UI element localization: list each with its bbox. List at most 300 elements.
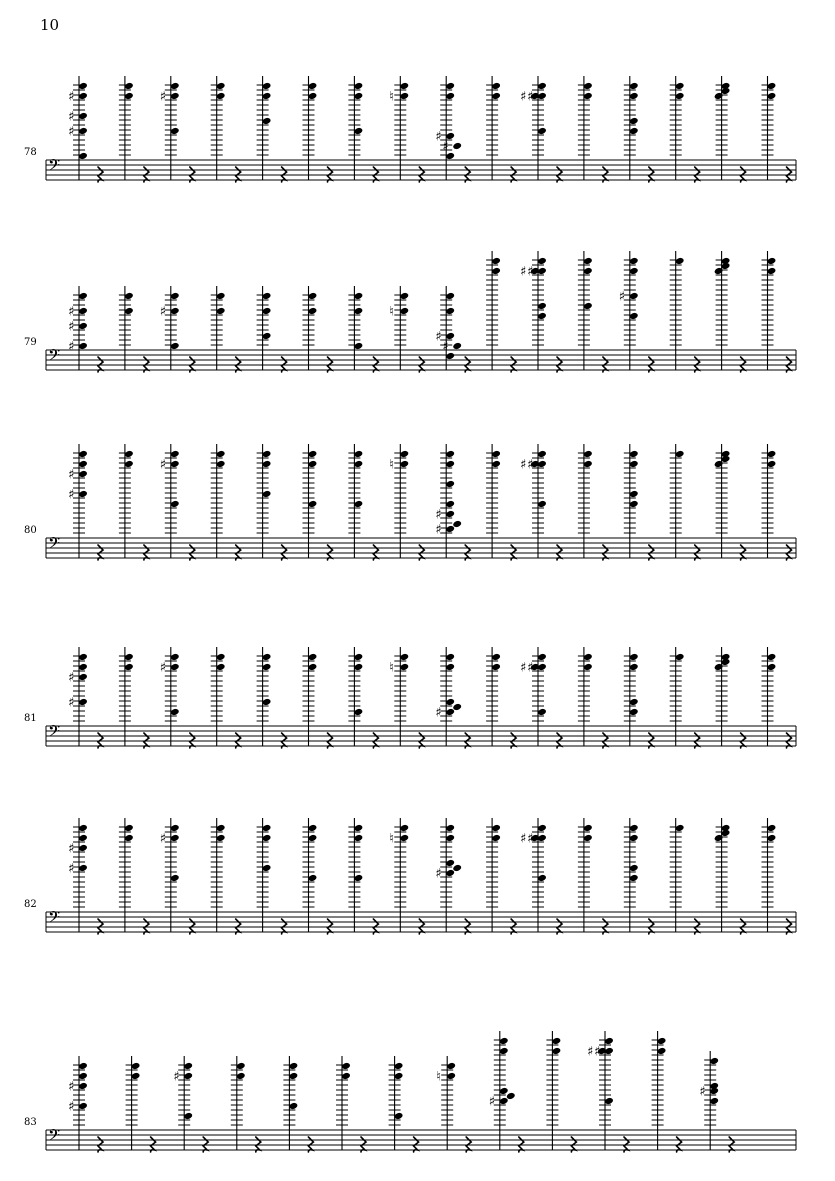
notehead bbox=[583, 663, 593, 671]
notehead bbox=[583, 92, 593, 100]
natural-accidental: ♮ bbox=[436, 1069, 441, 1085]
notehead bbox=[491, 834, 501, 842]
notehead bbox=[767, 267, 777, 275]
notehead bbox=[583, 82, 593, 90]
natural-accidental: ♮ bbox=[389, 660, 394, 676]
quarter-rest bbox=[603, 919, 608, 934]
notehead bbox=[78, 663, 88, 671]
quarter-rest bbox=[373, 357, 378, 372]
quarter-rest bbox=[557, 919, 562, 934]
notehead bbox=[183, 1062, 193, 1070]
sharp-accidental: ♯ bbox=[594, 1044, 601, 1060]
notehead bbox=[170, 342, 180, 350]
notehead bbox=[506, 1092, 516, 1100]
measure-number: 79 bbox=[24, 337, 37, 348]
notehead bbox=[537, 824, 547, 832]
quarter-rest bbox=[649, 733, 654, 748]
notehead bbox=[262, 663, 272, 671]
notehead bbox=[445, 663, 455, 671]
quarter-rest bbox=[308, 1137, 313, 1152]
notehead bbox=[446, 1072, 456, 1080]
quarter-rest bbox=[649, 167, 654, 182]
quarter-rest bbox=[419, 545, 424, 560]
quarter-rest bbox=[414, 1137, 419, 1152]
quarter-rest bbox=[190, 167, 195, 182]
notehead bbox=[308, 82, 318, 90]
quarter-rest bbox=[98, 919, 103, 934]
quarter-rest bbox=[695, 167, 700, 182]
notehead bbox=[604, 1097, 614, 1105]
notehead bbox=[499, 1097, 509, 1105]
notehead bbox=[452, 864, 462, 872]
notehead bbox=[354, 292, 364, 300]
notehead bbox=[170, 874, 180, 882]
notehead bbox=[131, 1062, 141, 1070]
notehead bbox=[537, 834, 547, 842]
quarter-rest bbox=[465, 357, 470, 372]
quarter-rest bbox=[373, 919, 378, 934]
notehead bbox=[445, 859, 455, 867]
notehead bbox=[170, 127, 180, 135]
quarter-rest bbox=[98, 733, 103, 748]
quarter-rest bbox=[282, 919, 287, 934]
notehead bbox=[341, 1062, 351, 1070]
quarter-rest bbox=[695, 357, 700, 372]
quarter-rest bbox=[282, 733, 287, 748]
quarter-rest bbox=[519, 1137, 524, 1152]
notehead bbox=[354, 500, 364, 508]
bass-clef: 𝄢 bbox=[48, 534, 61, 557]
quarter-rest bbox=[649, 919, 654, 934]
bass-clef: 𝄢 bbox=[48, 908, 61, 931]
sharp-accidental: ♯ bbox=[527, 457, 534, 473]
natural-accidental: ♮ bbox=[389, 304, 394, 320]
sharp-accidental: ♯ bbox=[68, 319, 75, 335]
notehead bbox=[399, 92, 409, 100]
notehead bbox=[537, 874, 547, 882]
sharp-accidental: ♯ bbox=[68, 304, 75, 320]
notehead bbox=[491, 460, 501, 468]
quarter-rest bbox=[649, 545, 654, 560]
notehead bbox=[170, 663, 180, 671]
notehead bbox=[170, 653, 180, 661]
notehead bbox=[170, 92, 180, 100]
quarter-rest bbox=[511, 357, 516, 372]
notehead bbox=[262, 824, 272, 832]
notehead bbox=[394, 1072, 404, 1080]
notehead bbox=[354, 663, 364, 671]
quarter-rest bbox=[787, 733, 792, 748]
notehead bbox=[583, 824, 593, 832]
quarter-rest bbox=[190, 357, 195, 372]
quarter-rest bbox=[787, 357, 792, 372]
measure-number: 82 bbox=[24, 899, 37, 910]
notehead bbox=[354, 342, 364, 350]
notehead bbox=[170, 292, 180, 300]
notehead bbox=[78, 824, 88, 832]
notehead bbox=[216, 82, 226, 90]
notehead bbox=[354, 653, 364, 661]
sharp-accidental: ♯ bbox=[68, 89, 75, 105]
notehead bbox=[78, 82, 88, 90]
notehead bbox=[629, 490, 639, 498]
sharp-accidental: ♯ bbox=[159, 831, 167, 847]
quarter-rest bbox=[465, 545, 470, 560]
notehead bbox=[452, 142, 462, 150]
notehead bbox=[399, 653, 409, 661]
notehead bbox=[262, 117, 272, 125]
sharp-accidental: ♯ bbox=[442, 339, 449, 355]
sharp-accidental: ♯ bbox=[68, 861, 75, 877]
notehead bbox=[78, 653, 88, 661]
quarter-rest bbox=[328, 733, 333, 748]
sharp-accidental: ♯ bbox=[435, 866, 442, 882]
notehead bbox=[629, 874, 639, 882]
notehead bbox=[131, 1072, 141, 1080]
quarter-rest bbox=[741, 357, 746, 372]
notehead bbox=[399, 460, 409, 468]
sharp-accidental: ♯ bbox=[520, 660, 527, 676]
quarter-rest bbox=[282, 167, 287, 182]
notehead bbox=[445, 708, 455, 716]
quarter-rest bbox=[741, 167, 746, 182]
quarter-rest bbox=[557, 357, 562, 372]
notehead bbox=[78, 307, 88, 315]
notehead bbox=[216, 460, 226, 468]
notehead bbox=[399, 824, 409, 832]
notehead bbox=[452, 520, 462, 528]
sharp-accidental: ♯ bbox=[68, 670, 75, 686]
notehead bbox=[399, 834, 409, 842]
notehead bbox=[629, 127, 639, 135]
notehead bbox=[445, 480, 455, 488]
measure-number: 81 bbox=[24, 713, 37, 724]
quarter-rest bbox=[236, 733, 241, 748]
notehead bbox=[445, 292, 455, 300]
notehead bbox=[629, 460, 639, 468]
quarter-rest bbox=[741, 919, 746, 934]
notehead bbox=[308, 92, 318, 100]
notehead bbox=[445, 510, 455, 518]
notehead bbox=[537, 450, 547, 458]
system bbox=[46, 647, 796, 748]
notehead bbox=[767, 257, 777, 265]
natural-accidental: ♮ bbox=[389, 831, 394, 847]
notehead bbox=[170, 82, 180, 90]
notehead bbox=[629, 92, 639, 100]
notehead bbox=[629, 500, 639, 508]
measure-number: 80 bbox=[24, 525, 37, 536]
sharp-accidental: ♯ bbox=[435, 329, 442, 345]
quarter-rest bbox=[741, 545, 746, 560]
notehead bbox=[124, 92, 134, 100]
notehead bbox=[629, 292, 639, 300]
measure-number: 78 bbox=[24, 147, 37, 158]
notehead bbox=[499, 1037, 509, 1045]
notehead bbox=[78, 844, 88, 852]
notehead bbox=[354, 460, 364, 468]
quarter-rest bbox=[787, 545, 792, 560]
quarter-rest bbox=[236, 919, 241, 934]
quarter-rest bbox=[328, 167, 333, 182]
notehead bbox=[183, 1112, 193, 1120]
notehead bbox=[78, 470, 88, 478]
notehead bbox=[78, 1072, 88, 1080]
notehead bbox=[170, 460, 180, 468]
notehead bbox=[308, 460, 318, 468]
notehead bbox=[308, 663, 318, 671]
notehead bbox=[308, 824, 318, 832]
quarter-rest bbox=[144, 545, 149, 560]
quarter-rest bbox=[741, 733, 746, 748]
quarter-rest bbox=[256, 1137, 261, 1152]
sharp-accidental: ♯ bbox=[520, 89, 527, 105]
quarter-rest bbox=[571, 1137, 576, 1152]
notehead bbox=[78, 322, 88, 330]
notehead bbox=[537, 92, 547, 100]
notehead bbox=[78, 152, 88, 160]
quarter-rest bbox=[236, 357, 241, 372]
system bbox=[46, 444, 796, 560]
notehead bbox=[629, 663, 639, 671]
quarter-rest bbox=[151, 1137, 156, 1152]
notehead bbox=[78, 450, 88, 458]
quarter-rest bbox=[557, 545, 562, 560]
quarter-rest bbox=[98, 167, 103, 182]
sharp-accidental: ♯ bbox=[520, 264, 527, 280]
notehead bbox=[767, 834, 777, 842]
notehead bbox=[537, 127, 547, 135]
notehead bbox=[216, 292, 226, 300]
system bbox=[46, 76, 796, 182]
natural-accidental: ♮ bbox=[389, 89, 394, 105]
quarter-rest bbox=[419, 919, 424, 934]
notehead bbox=[394, 1112, 404, 1120]
notehead bbox=[767, 92, 777, 100]
quarter-rest bbox=[190, 545, 195, 560]
quarter-rest bbox=[603, 545, 608, 560]
notehead bbox=[537, 653, 547, 661]
notehead bbox=[183, 1072, 193, 1080]
bass-clef: 𝄢 bbox=[48, 156, 61, 179]
notehead bbox=[767, 82, 777, 90]
notehead bbox=[657, 1037, 667, 1045]
system bbox=[46, 818, 796, 934]
quarter-rest bbox=[466, 1137, 471, 1152]
notehead bbox=[170, 834, 180, 842]
sharp-accidental: ♯ bbox=[435, 129, 442, 145]
notehead bbox=[537, 302, 547, 310]
notehead bbox=[552, 1037, 562, 1045]
sharp-accidental: ♯ bbox=[159, 304, 167, 320]
notehead bbox=[657, 1047, 667, 1055]
notehead bbox=[675, 82, 685, 90]
notehead bbox=[629, 708, 639, 716]
notehead bbox=[445, 698, 455, 706]
notehead bbox=[170, 708, 180, 716]
notehead bbox=[78, 127, 88, 135]
sharp-accidental: ♯ bbox=[68, 487, 75, 503]
notehead bbox=[399, 82, 409, 90]
quarter-rest bbox=[144, 357, 149, 372]
notehead bbox=[583, 267, 593, 275]
quarter-rest bbox=[603, 167, 608, 182]
notehead bbox=[604, 1047, 614, 1055]
sharp-accidental: ♯ bbox=[68, 467, 75, 483]
notehead bbox=[767, 450, 777, 458]
sharp-accidental: ♯ bbox=[527, 660, 534, 676]
quarter-rest bbox=[190, 733, 195, 748]
quarter-rest bbox=[282, 357, 287, 372]
notehead bbox=[78, 864, 88, 872]
notehead bbox=[308, 653, 318, 661]
notehead bbox=[262, 307, 272, 315]
notehead bbox=[629, 82, 639, 90]
sharp-accidental: ♯ bbox=[68, 1099, 75, 1115]
sharp-accidental: ♯ bbox=[68, 1079, 75, 1095]
notehead bbox=[445, 82, 455, 90]
notehead bbox=[537, 257, 547, 265]
notehead bbox=[262, 460, 272, 468]
notehead bbox=[236, 1072, 246, 1080]
notehead bbox=[354, 708, 364, 716]
quarter-rest bbox=[144, 733, 149, 748]
sharp-accidental: ♯ bbox=[68, 695, 75, 711]
quarter-rest bbox=[603, 357, 608, 372]
notehead bbox=[354, 82, 364, 90]
notehead bbox=[262, 82, 272, 90]
notehead bbox=[537, 663, 547, 671]
notehead bbox=[262, 490, 272, 498]
quarter-rest bbox=[677, 1137, 682, 1152]
notehead bbox=[499, 1087, 509, 1095]
system bbox=[46, 251, 796, 372]
notehead bbox=[629, 824, 639, 832]
notehead bbox=[767, 824, 777, 832]
notehead bbox=[445, 525, 455, 533]
quarter-rest bbox=[328, 545, 333, 560]
quarter-rest bbox=[98, 545, 103, 560]
quarter-rest bbox=[695, 733, 700, 748]
quarter-rest bbox=[511, 733, 516, 748]
notehead bbox=[124, 834, 134, 842]
notehead bbox=[583, 653, 593, 661]
notehead bbox=[629, 864, 639, 872]
sharp-accidental: ♯ bbox=[68, 109, 75, 125]
quarter-rest bbox=[236, 545, 241, 560]
notehead bbox=[629, 257, 639, 265]
notehead bbox=[124, 82, 134, 90]
notehead bbox=[262, 92, 272, 100]
quarter-rest bbox=[624, 1137, 629, 1152]
quarter-rest bbox=[465, 919, 470, 934]
notehead bbox=[216, 663, 226, 671]
notehead bbox=[446, 1062, 456, 1070]
notehead bbox=[170, 500, 180, 508]
measure-number: 83 bbox=[24, 1117, 37, 1128]
notehead bbox=[552, 1047, 562, 1055]
notehead bbox=[499, 1047, 509, 1055]
notehead bbox=[262, 292, 272, 300]
notehead bbox=[354, 450, 364, 458]
quarter-rest bbox=[203, 1137, 208, 1152]
sharp-accidental: ♯ bbox=[618, 289, 626, 305]
quarter-rest bbox=[419, 357, 424, 372]
quarter-rest bbox=[144, 919, 149, 934]
notehead bbox=[78, 834, 88, 842]
quarter-rest bbox=[98, 1137, 103, 1152]
quarter-rest bbox=[236, 167, 241, 182]
notehead bbox=[399, 450, 409, 458]
sharp-accidental: ♯ bbox=[520, 457, 527, 473]
sharp-accidental: ♯ bbox=[68, 841, 75, 857]
notehead bbox=[216, 92, 226, 100]
notehead bbox=[78, 1062, 88, 1070]
quarter-rest bbox=[695, 919, 700, 934]
notehead bbox=[675, 92, 685, 100]
notehead bbox=[262, 653, 272, 661]
notehead bbox=[445, 500, 455, 508]
notehead bbox=[629, 698, 639, 706]
notehead bbox=[491, 82, 501, 90]
sharp-accidental: ♯ bbox=[442, 139, 449, 155]
notehead bbox=[308, 450, 318, 458]
notehead bbox=[629, 653, 639, 661]
notehead bbox=[629, 312, 639, 320]
notehead bbox=[537, 312, 547, 320]
notehead bbox=[354, 824, 364, 832]
sharp-accidental: ♯ bbox=[587, 1044, 594, 1060]
notehead bbox=[583, 302, 593, 310]
notehead bbox=[491, 92, 501, 100]
bass-clef: 𝄢 bbox=[48, 722, 61, 745]
sharp-accidental: ♯ bbox=[68, 339, 75, 355]
quarter-rest bbox=[511, 167, 516, 182]
notehead bbox=[675, 257, 685, 265]
notehead bbox=[604, 1037, 614, 1045]
quarter-rest bbox=[511, 545, 516, 560]
notehead bbox=[452, 703, 462, 711]
notehead bbox=[445, 307, 455, 315]
notehead bbox=[445, 824, 455, 832]
notehead bbox=[491, 450, 501, 458]
notehead bbox=[262, 864, 272, 872]
quarter-rest bbox=[419, 167, 424, 182]
notehead bbox=[583, 460, 593, 468]
notehead bbox=[124, 460, 134, 468]
sharp-accidental: ♯ bbox=[435, 507, 442, 523]
sharp-accidental: ♯ bbox=[159, 89, 167, 105]
notehead bbox=[308, 307, 318, 315]
quarter-rest bbox=[373, 167, 378, 182]
notehead bbox=[262, 698, 272, 706]
notehead bbox=[216, 307, 226, 315]
notehead bbox=[583, 257, 593, 265]
notehead bbox=[491, 663, 501, 671]
notehead bbox=[308, 874, 318, 882]
quarter-rest bbox=[144, 167, 149, 182]
notehead bbox=[78, 112, 88, 120]
sharp-accidental: ♯ bbox=[520, 831, 527, 847]
notehead bbox=[124, 824, 134, 832]
notehead bbox=[262, 450, 272, 458]
notehead bbox=[583, 834, 593, 842]
notehead bbox=[709, 1097, 719, 1105]
bass-clef: 𝄢 bbox=[48, 346, 61, 369]
natural-accidental: ♮ bbox=[389, 457, 394, 473]
quarter-rest bbox=[98, 357, 103, 372]
notehead bbox=[216, 824, 226, 832]
